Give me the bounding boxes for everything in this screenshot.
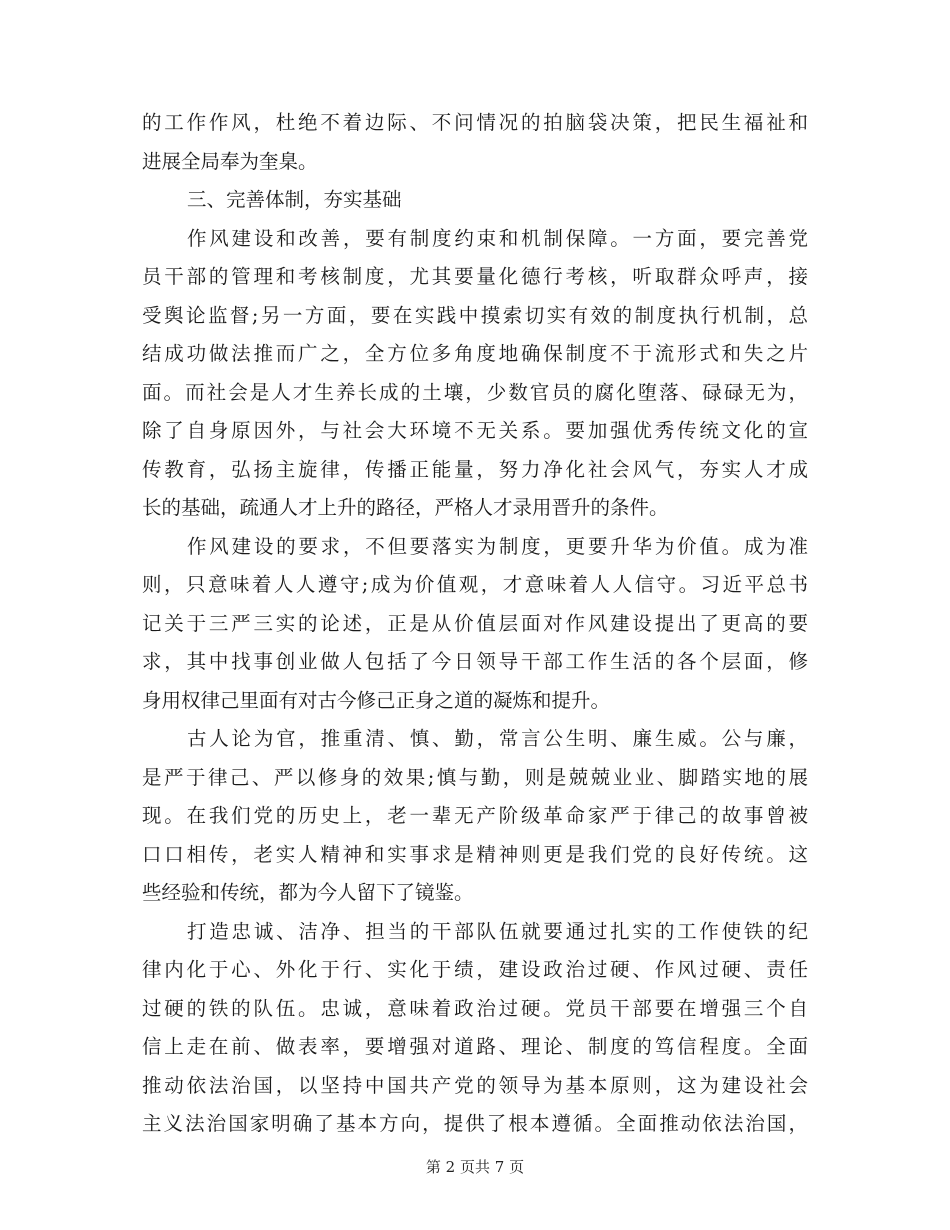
text-line: 打造忠诚、洁净、担当的干部队伍就要通过扎实的工作使铁的纪 bbox=[187, 919, 808, 943]
text-line: 律内化于心、外化于行、实化于绩，建设政治过硬、作风过硬、责任 bbox=[142, 958, 808, 981]
paragraph bbox=[142, 528, 808, 721]
document-body bbox=[142, 104, 808, 1144]
text-line: 些经验和传统，都为今人留下了镜鉴。 bbox=[142, 881, 474, 904]
text-line: 长的基础，疏通人才上升的路径，严格人才录用晋升的条件。 bbox=[142, 496, 669, 519]
paragraph bbox=[142, 181, 808, 220]
paragraph bbox=[142, 104, 808, 181]
paragraph bbox=[142, 720, 808, 913]
text-line: 受舆论监督;另一方面，要在实践中摸索切实有效的制度执行机制，总 bbox=[142, 303, 808, 327]
text-line: 作风建设的要求，不但要落实为制度，更要升华为价值。成为准 bbox=[187, 534, 808, 558]
text-line: 是严于律己、严以修身的效果;慎与勤，则是兢兢业业、脚踏实地的展 bbox=[142, 765, 808, 789]
text-line: 信上走在前、做表率，要增强对道路、理论、制度的笃信程度。全面 bbox=[142, 1035, 808, 1058]
text-line: 主义法治国家明确了基本方向，提供了根本遵循。全面推动依法治国， bbox=[142, 1112, 808, 1135]
text-line: 作风建设和改善，要有制度约束和机制保障。一方面，要完善党 bbox=[187, 226, 808, 250]
text-line: 身用权律己里面有对古今修己正身之道的凝炼和提升。 bbox=[142, 688, 611, 712]
paragraph bbox=[142, 220, 808, 528]
paragraph bbox=[142, 913, 808, 1144]
text-line: 三、完善体制，夯实基础 bbox=[187, 188, 402, 211]
text-line: 求，其中找事创业做人包括了今日领导干部工作生活的各个层面，修 bbox=[142, 650, 808, 673]
page-footer bbox=[0, 1157, 950, 1177]
text-line: 传教育，弘扬主旋律，传播正能量，努力净化社会风气，夯实人才成 bbox=[142, 457, 808, 481]
text-line: 进展全局奉为奎臬。 bbox=[142, 149, 318, 173]
text-line: 过硬的铁的队伍。忠诚，意味着政治过硬。党员干部要在增强三个自 bbox=[142, 996, 808, 1020]
page-number-label: 第 2 页共 7 页 bbox=[425, 1158, 525, 1176]
text-line: 则，只意味着人人遵守;成为价值观，才意味着人人信守。习近平总书 bbox=[142, 573, 808, 596]
text-line: 口口相传，老实人精神和实事求是精神则更是我们党的良好传统。这 bbox=[142, 842, 808, 866]
text-line: 古人论为官，推重清、慎、勤，常言公生明、廉生威。公与廉， bbox=[187, 727, 808, 750]
text-line: 记关于三严三实的论述，正是从价值层面对作风建设提出了更高的要 bbox=[142, 611, 808, 635]
text-line: 的工作作风，杜绝不着边际、不问情况的拍脑袋决策，把民生福祉和 bbox=[142, 111, 808, 134]
text-line: 推动依法治国，以坚持中国共产党的领导为基本原则，这为建设社会 bbox=[142, 1073, 808, 1097]
text-line: 现。在我们党的历史上，老一辈无产阶级革命家严于律己的故事曾被 bbox=[142, 804, 808, 827]
text-line: 除了自身原因外，与社会大环境不无关系。要加强优秀传统文化的宣 bbox=[142, 419, 808, 442]
text-line: 结成功做法推而广之，全方位多角度地确保制度不于流形式和失之片 bbox=[142, 342, 808, 365]
text-line: 员干部的管理和考核制度，尤其要量化德行考核，听取群众呼声，接 bbox=[142, 265, 808, 288]
text-line: 面。而社会是人才生养长成的土壤，少数官员的腐化堕落、碌碌无为， bbox=[142, 380, 808, 404]
